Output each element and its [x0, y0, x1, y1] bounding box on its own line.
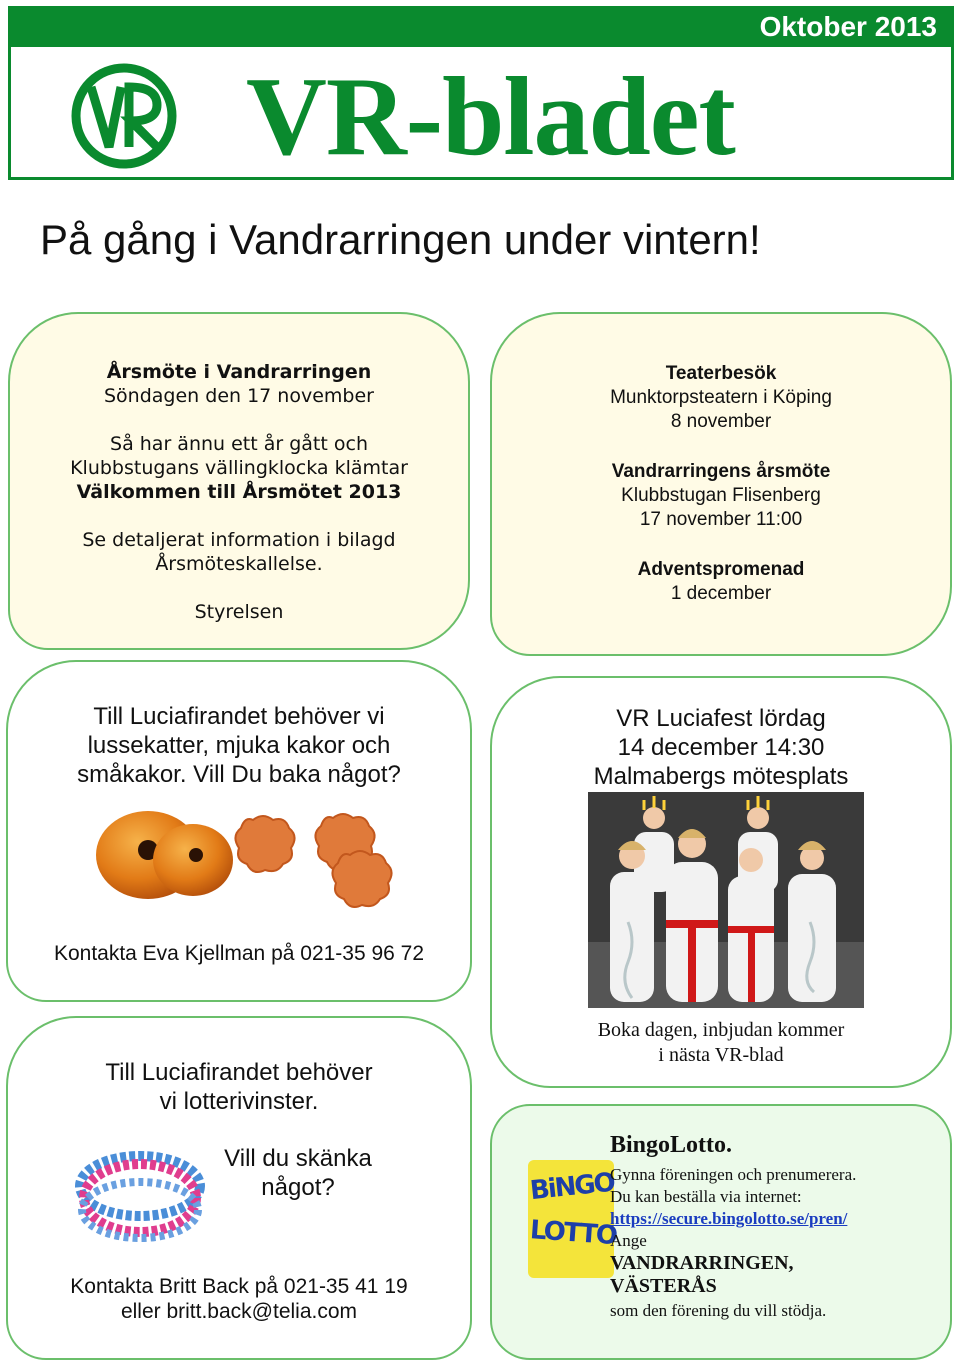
luciafest-line3: Malmabergs mötesplats [593, 763, 849, 790]
luciafest-line2: 14 december 14:30 [617, 734, 825, 761]
bingo-line1: Gynna föreningen och prenumerera. [610, 1165, 857, 1184]
arsmote-date: Söndagen den 17 november [104, 385, 374, 407]
lussekatt-pastry-icon [88, 800, 408, 920]
bingo-line4: som den förening du vill stödja. [610, 1301, 827, 1320]
lottery-contact1: Kontakta Britt Back på 021-35 41 19 [70, 1275, 408, 1298]
luciafest-box [490, 676, 952, 1088]
bingo-title: BingoLotto. [610, 1132, 733, 1158]
bingolotto-logo [528, 1160, 617, 1278]
bingo-logo-word2: LOTTO [529, 1215, 617, 1252]
newsletter-title: VR-bladet [246, 55, 735, 179]
bingo-org2: VÄSTERÅS [610, 1275, 717, 1297]
issue-date: Oktober 2013 [759, 11, 937, 42]
luciafest-note2: i nästa VR-blad [658, 1044, 784, 1066]
arsmote-info1: Se detaljerat information i bilagd [82, 529, 396, 551]
bingolotto-box [490, 1104, 952, 1360]
arsmote-title: Årsmöte i Vandrarringen [106, 361, 372, 383]
event2-place: Klubbstugan Flisenberg [621, 485, 821, 506]
baking-line2: lussekatter, mjuka kakor och [87, 732, 391, 759]
bingo-line3: Ange [610, 1231, 647, 1250]
bingo-logo-word1: BiNGO [528, 1167, 616, 1207]
bingo-org1: VANDRARRINGEN, [610, 1252, 794, 1274]
arsmote-welcome: Välkommen till Årsmötet 2013 [76, 481, 402, 503]
lottery-ask2: något? [261, 1174, 335, 1201]
luciafest-note1: Boka dagen, inbjudan kommer [597, 1019, 845, 1041]
paper-crown-icon [70, 1136, 210, 1244]
event3-title: Adventspromenad [637, 559, 805, 580]
baking-contact: Kontakta Eva Kjellman på 021-35 96 72 [53, 942, 425, 965]
event2-title: Vandrarringens årsmöte [611, 461, 831, 482]
event1-title: Teaterbesök [665, 363, 777, 384]
lottery-box [6, 1016, 472, 1360]
arsmote-info2: Årsmöteskallelse. [155, 553, 323, 575]
event1-place: Munktorpsteatern i Köping [610, 387, 832, 408]
baking-line3: småkakor. Vill Du baka något? [77, 761, 401, 788]
vr-logo-icon [69, 61, 179, 171]
arsmote-line2: Klubbstugans vällingklocka klämtar [70, 457, 408, 479]
lottery-contact2: eller britt.back@telia.com [120, 1300, 358, 1323]
lottery-ask1: Vill du skänka [224, 1145, 372, 1172]
event1-date: 8 november [670, 411, 772, 432]
baking-line1: Till Luciafirandet behöver vi [93, 703, 385, 730]
event3-date: 1 december [670, 583, 772, 604]
baking-box [6, 660, 472, 1002]
events-box [490, 312, 952, 656]
arsmote-line1: Så har ännu ett år gått och [110, 433, 368, 455]
lottery-line1: Till Luciafirandet behöver [105, 1059, 373, 1086]
lucia-procession-photo [588, 792, 864, 1008]
luciafest-line1: VR Luciafest lördag [616, 705, 826, 732]
page-headline: På gång i Vandrarringen under vintern! [40, 216, 761, 263]
lottery-line2: vi lotterivinster. [159, 1088, 319, 1115]
bingo-line2: Du kan beställa via internet: [610, 1187, 802, 1206]
event2-date: 17 november 11:00 [639, 509, 803, 530]
arsmote-signature: Styrelsen [194, 601, 284, 623]
bingo-subscribe-link[interactable]: https://secure.bingolotto.se/pren/ [610, 1209, 848, 1228]
arsmote-box [8, 312, 470, 650]
masthead [8, 6, 954, 180]
